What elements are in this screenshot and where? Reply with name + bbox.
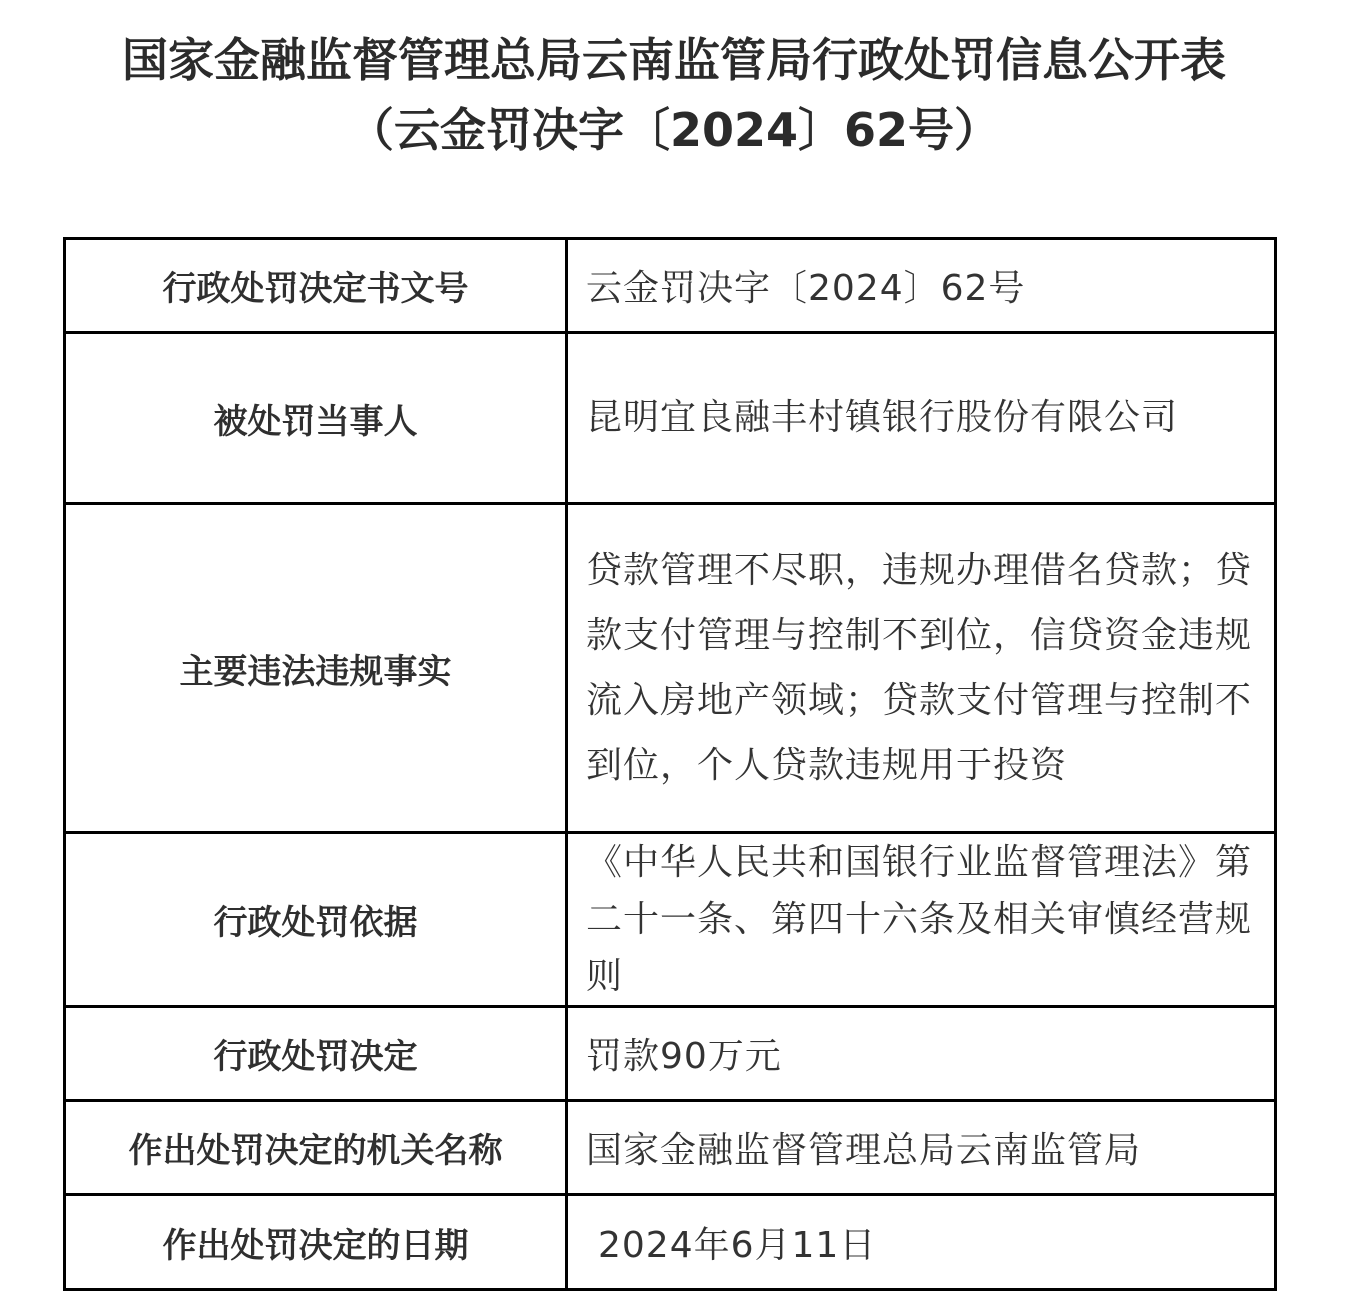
row-label: 行政处罚决定 [65,1007,567,1101]
row-value: 罚款90万元 [567,1007,1276,1101]
row-label: 作出处罚决定的机关名称 [65,1101,567,1195]
row-value: 2024年6月11日 [567,1195,1276,1290]
row-value: 贷款管理不尽职，违规办理借名贷款；贷款支付管理与控制不到位，信贷资金违规流入房地产领域；贷款支付管理与控制不到位，个人贷款违规用于投资 [567,504,1276,833]
table-row-penalized-party [65,333,1276,504]
row-value: 昆明宜良融丰村镇银行股份有限公司 [567,333,1276,504]
table-row-decision-date [65,1195,1276,1290]
table-row-penalty-decision [65,1007,1276,1101]
table-row-legal-basis [65,833,1276,1007]
document-title: 国家金融监督管理总局云南监管局行政处罚信息公开表 [122,33,1226,87]
row-value: 《中华人民共和国银行业监督管理法》第二十一条、第四十六条及相关审慎经营规则 [567,833,1276,1007]
row-value: 云金罚决字〔2024〕62号 [567,239,1276,333]
table-row-decision-number [65,239,1276,333]
document-subtitle: （云金罚决字〔2024〕62号） [347,103,1001,157]
row-label: 主要违法违规事实 [65,504,567,833]
penalty-info-table [63,237,1277,1291]
row-label: 被处罚当事人 [65,333,567,504]
row-value: 国家金融监督管理总局云南监管局 [567,1101,1276,1195]
row-label: 行政处罚决定书文号 [65,239,567,333]
table-row-violation-facts [65,504,1276,833]
row-label: 行政处罚依据 [65,833,567,1007]
row-label: 作出处罚决定的日期 [65,1195,567,1290]
table-row-issuing-authority [65,1101,1276,1195]
